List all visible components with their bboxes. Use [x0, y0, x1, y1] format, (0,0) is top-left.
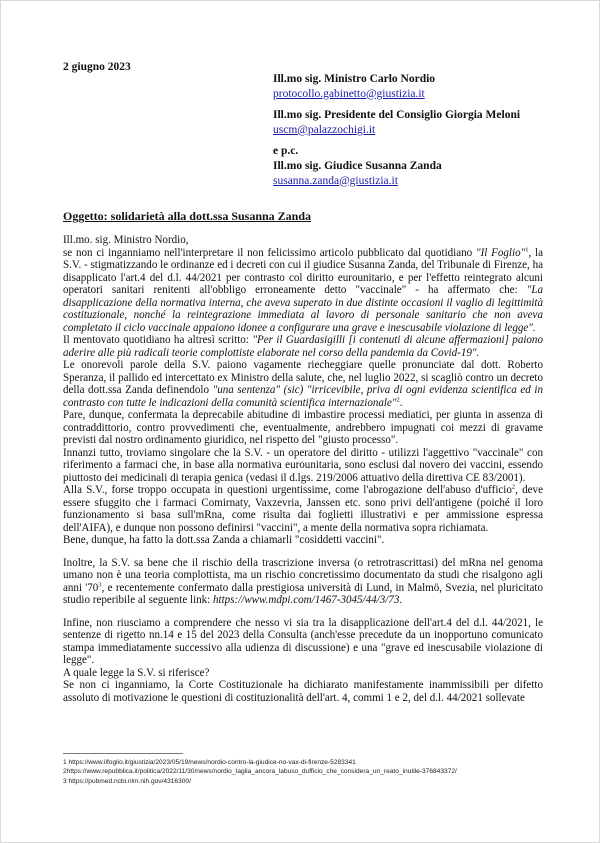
footnote-ref: 2 — [511, 483, 516, 491]
footnote-separator — [63, 753, 183, 754]
letter-date: 2 giugno 2023 — [63, 61, 131, 73]
footnote: 3 https://pubmed.ncbi.nlm.nih.gov/4316300/ — [63, 777, 191, 785]
footnote-ref: 3 — [98, 580, 102, 588]
paragraph: se non ci inganniamo nell'interpretare il non felicissimo articolo pubblicato dal quotidiano "Il Foglio"$^1$, la S.V. - stigmatizzando le ordinanze ed i decreti con cui il giudice Susanna Zanda, del Tribunale di Firenze, ha disapplicato l'art.4 del d.l. 44/2021 per contrasto col diritto eurounitario, e per l'effetto reintegrato alcuni operatori sanitari renitenti all'obbligo erroneamente detto "vaccinale" - ha affermato che: "La disapplicazione della normativa interna, che aveva superato in due distinte occasioni il vaglio di legittimità costituzionale, nonché la reintegrazione immediata al lavoro di personale sanitario che non aveva completato il ciclo vaccinale appaiono idonee a configurare una grave e inescusabile violazione di legge". — [63, 245, 543, 334]
study-link[interactable]: https://www.mdpi.com/1467-3045/44/3/73 — [213, 594, 400, 606]
salutation: Ill.mo. sig. Ministro Nordio, — [63, 234, 189, 246]
paragraph: Infine, non riusciamo a comprendere che nesso vi sia tra la disapplicazione dell'art.4 del d.l. 44/2021, le sentenze di rigetto nn.14 e 15 del 2023 della Consulta (anch'esse precedute da un inopportuno comunicato stampa immediatamente successivo alla udienza di discussione) e una "grave ed inescusabile violazione di legge". — [63, 616, 543, 666]
paragraph: Pare, dunque, confermata la deprecabile abitudine di imbastire processi mediatici, per giunta in assenza di contraddittorio, contro provvedimenti che, eventualmente, andrebbero impugnati coi mezzi di gravame previsti dal nostro ordinamento giuridico, nel rispetto del "giusto processo". — [63, 409, 543, 446]
recipients-block — [273, 72, 573, 195]
recipient-name: Ill.mo sig. Presidente del Consiglio Giorgia Meloni — [273, 109, 521, 122]
recipient-cc — [273, 144, 573, 188]
footnote-ref: 2 — [396, 395, 400, 403]
paragraph: Bene, dunque, ha fatto la dott.ssa Zanda a chiamarli "cosiddetti vaccini". — [63, 534, 385, 546]
paragraph: Innanzi tutto, troviamo singolare che la S.V. - un operatore del diritto - utilizzi l'aggettivo "vaccinale" con riferimento a farmaci che, in base alla normativa eurounitaria, sono esclusi dal novero dei vaccini, essendo piuttosto dei medicinali di terapia genica (vedasi il d.lgs. 219/2006 attuativo della direttiva CE 83/2001). — [63, 446, 543, 484]
recipient-minister — [273, 72, 573, 101]
recipient-president — [273, 108, 573, 137]
cc-label: e p.c. — [273, 145, 299, 158]
footnote: 1 https://www.ilfoglio.it/giustizia/2023/05/19/news/nordio-contro-la-giudice-no-vax-di-firenze-5283341 — [63, 759, 356, 766]
paragraph: Inoltre, la S.V. sa bene che il rischio della trascrizione inversa (o retrotrascrittasi) del mRna nel genoma umano non è una teoria complottista, ma un rischio concretissimo documentato da studi che risalgono agli anni '$70^3$, e recentemente confermato dalla prestigiosa università di Lund, in Malmö, Svezia, nel pluricitato studio reperibile al seguente link: https://www.mdpi.com/1467-3045/44/3/73. — [63, 556, 543, 606]
recipient-email-link[interactable]: susanna.zanda@giustizia.it — [273, 174, 398, 187]
footnote: 2https://www.repubblica.it/politica/2022/11/30/news/nordio_taglia_ancora_labuso_dufficio_che_considera_un_reato_inutile-376843372/ — [63, 768, 457, 776]
letter-subject: Oggetto: solidarietà alla dott.ssa Susanna Zanda — [63, 209, 312, 223]
letter-body — [63, 234, 543, 704]
footnote-ref: 1 — [525, 245, 529, 253]
paragraph: Se non ci inganniamo, la Corte Costituzionale ha dichiarato manifestamente inammissibili per difetto assoluto di motivazione le questioni di costituzionalità dell'art. 4, commi 1 e 2, del d.l. 44/2021 sollevate — [63, 679, 543, 704]
footnotes — [63, 758, 543, 786]
paragraph: Alla S.V., forse troppo occupata in questioni urgentissime, come l'abrogazione dell'abuso d'ufficio$^2$, deve essere sfuggito che i farmaci Comirnaty, Vaxzevria, Janssen etc. sono privi dell'antigene (poiché il loro funzionamento si basa sull'mRna, come risulta dai foglietti illustrativi e per ammissione espressa dell'AIFA), e dunque non possono definirsi "vaccini", a mente della normativa sopra richiamata. — [63, 483, 543, 534]
recipient-email-link[interactable]: uscm@palazzochigi.it — [273, 123, 376, 136]
recipient-name: Ill.mo sig. Giudice Susanna Zanda — [273, 159, 442, 172]
recipient-email-link[interactable]: protocollo.gabinetto@giustizia.it — [273, 87, 425, 100]
paragraph: Le onorevoli parole della S.V. paiono vagamente riecheggiare quelle pronunciate dal dott. Roberto Speranza, il pallido ed intercettato ex Ministro della salute, che, nel luglio 2022, si scagliò contro un decreto della dott.ssa Zanda definendolo "una sentenza" (sic) "irricevibile, priva di ogni evidenza scientifica ed in contrasto con tutte le indicazioni della comunità scientifica internazionale"$^2$. — [63, 359, 543, 409]
paragraph: Il mentovato quotidiano ha altresì scritto: "Per il Guardasigilli [i contenuti di alcune affermazioni] paiono aderire alle più radicali teorie complottiste elaborate nel corso della pandemia da Covid-19". — [63, 334, 543, 359]
paragraph: A quale legge la S.V. si riferisce? — [63, 666, 210, 679]
recipient-name: Ill.mo sig. Ministro Carlo Nordio — [273, 73, 436, 85]
